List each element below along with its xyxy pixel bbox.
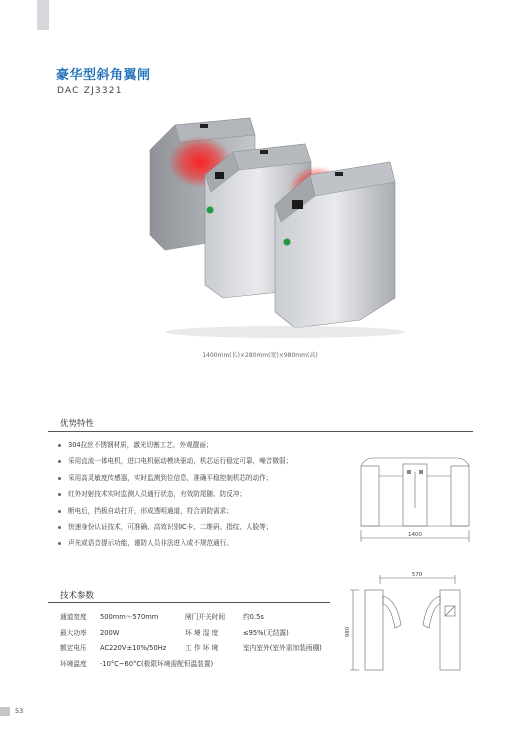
spec-key: 通道宽度 bbox=[60, 613, 87, 621]
top-tab-marker bbox=[37, 0, 49, 30]
feature-item: 304拉丝不锈钢材质，激光切割工艺，外观靓丽； bbox=[56, 437, 356, 453]
side-height-label: 980 bbox=[345, 626, 351, 638]
spec-value: 500mm～570mm bbox=[100, 613, 159, 621]
spec-row bbox=[60, 657, 360, 673]
feature-item: 声光或语音提示功能，谨防人员非法进入或不规范通行。 bbox=[56, 535, 356, 551]
side-width-label: 570 bbox=[411, 572, 423, 578]
side-view-drawing bbox=[345, 570, 475, 680]
feature-item: 断电后，挡板自动打开，形成透明通道，符合消防需求； bbox=[56, 503, 356, 519]
spec-value: AC220V±10%/50Hz bbox=[100, 644, 167, 653]
product-photo bbox=[105, 100, 435, 350]
page-number: 53 bbox=[15, 707, 24, 715]
page-title: 豪华型斜角翼闸 bbox=[56, 68, 151, 83]
spec-row bbox=[60, 610, 360, 626]
feature-item: 采用高灵敏度传感器，实时监测到位信息，准确平稳控制机芯的动作； bbox=[56, 470, 356, 486]
specs-table bbox=[60, 610, 360, 672]
spec-value: ≤95%(无结露) bbox=[243, 628, 289, 637]
page-number-marker bbox=[0, 707, 10, 716]
specs-divider bbox=[48, 602, 330, 603]
front-width-label: 1400 bbox=[408, 532, 422, 538]
features-divider bbox=[48, 431, 473, 432]
spec-key: 闸门开关时间 bbox=[185, 613, 226, 621]
spec-value: 室内室外(室外需加装雨棚) bbox=[243, 644, 322, 653]
features-heading: 优势特性 bbox=[60, 419, 95, 429]
features-list bbox=[56, 437, 356, 552]
spec-key: 最大功率 bbox=[60, 628, 87, 637]
spec-row bbox=[60, 641, 360, 657]
feature-item: 红外对射技术实时监测人员通行状态，有效防尾随、防反冲； bbox=[56, 486, 356, 502]
spec-key: 工 作 环 境 bbox=[185, 644, 219, 653]
feature-item: 采用直流一体电机，进口电机驱动模块驱动，机芯运行稳定可靠，噪音微弱； bbox=[56, 453, 356, 469]
model-number: DAC ZJ3321 bbox=[57, 86, 123, 96]
spec-value: 200W bbox=[100, 628, 120, 637]
spec-key: 环境温度 bbox=[60, 659, 87, 668]
spec-value: -10°C~60°C(极限环境需配恒温装置) bbox=[100, 659, 214, 668]
dimensions-caption: 1400mm(长)×280mm(宽)×980mm(高) bbox=[202, 352, 318, 359]
specs-heading: 技术参数 bbox=[60, 591, 95, 601]
front-view-drawing bbox=[355, 450, 475, 550]
spec-key: 环 境 湿 度 bbox=[185, 628, 219, 637]
spec-row bbox=[60, 626, 360, 642]
spec-value: 约0.5s bbox=[243, 613, 264, 621]
feature-item: 快速身份认证技术，可准确、高效识别IC卡、二维码、指纹、人脸等； bbox=[56, 519, 356, 535]
spec-key: 额定电压 bbox=[60, 644, 87, 653]
